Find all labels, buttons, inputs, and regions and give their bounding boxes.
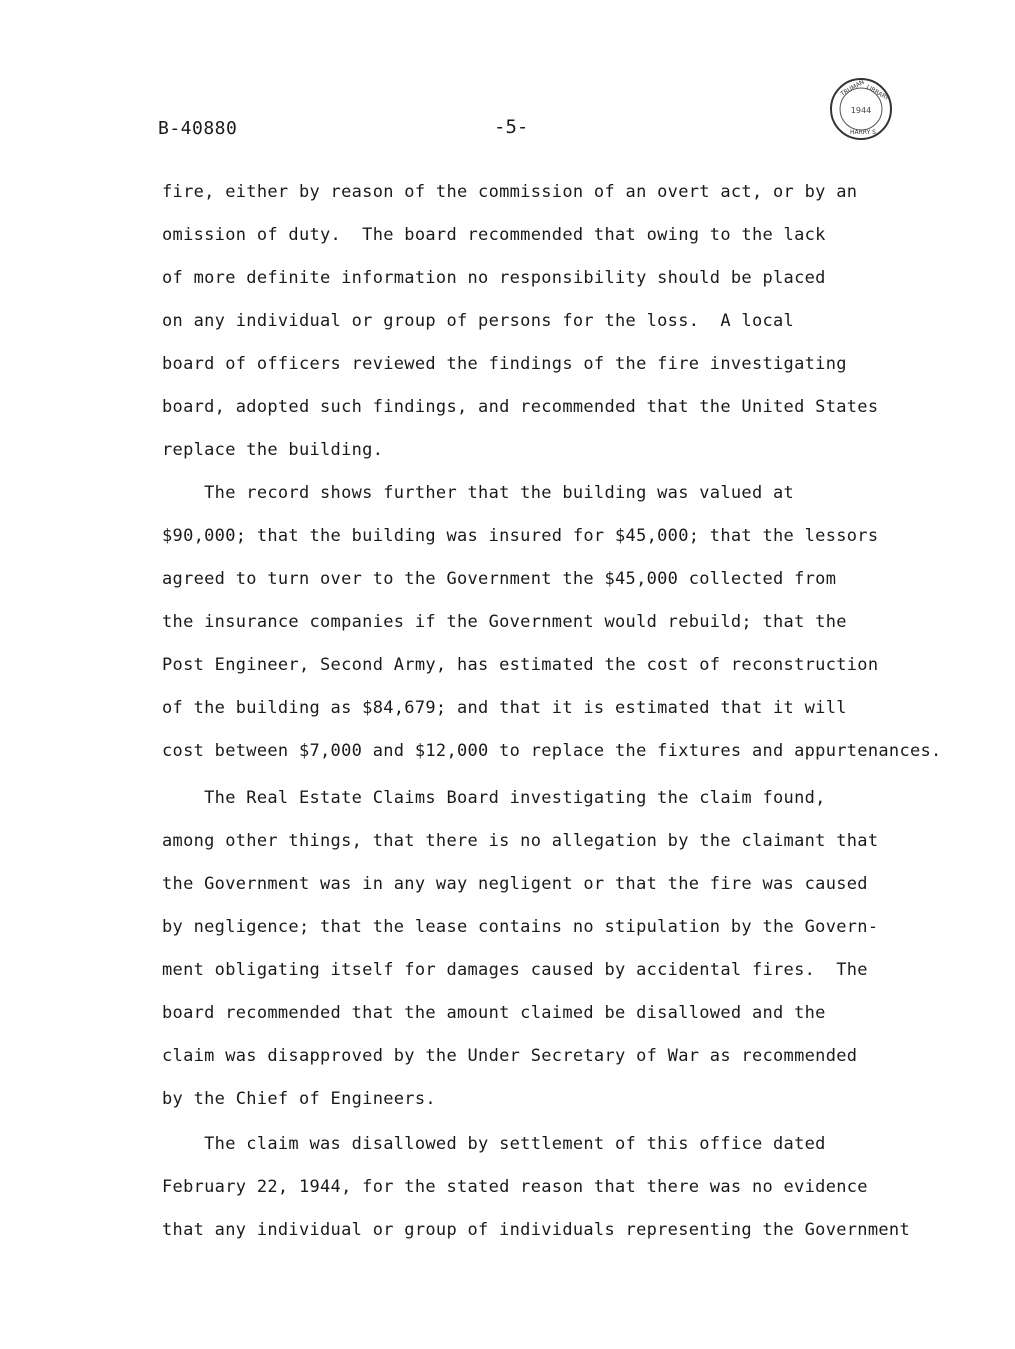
body-line: among other things, that there is no allegation by the claimant that xyxy=(162,831,879,851)
page-number: -5- xyxy=(494,116,529,138)
body-line: agreed to turn over to the Government the $45,000 collected from xyxy=(162,569,837,589)
body-line: claim was disapproved by the Under Secretary of War as recommended xyxy=(162,1046,858,1066)
svg-text:LIBRARY: LIBRARY xyxy=(865,83,890,103)
svg-text:1944: 1944 xyxy=(850,106,872,115)
body-line: omission of duty. The board recommended that owing to the lack xyxy=(162,225,826,245)
body-line: by negligence; that the lease contains no stipulation by the Govern- xyxy=(162,917,879,937)
body-line: replace the building. xyxy=(162,440,384,460)
body-line: Post Engineer, Second Army, has estimated the cost of reconstruction xyxy=(162,655,879,675)
body-line: the Government was in any way negligent or that the fire was caused xyxy=(162,874,868,894)
svg-text:HARRY S.: HARRY S. xyxy=(850,129,878,136)
body-line: of more definite information no responsibility should be placed xyxy=(162,268,826,288)
body-line: on any individual or group of persons for the loss. A local xyxy=(162,311,795,331)
svg-text:TRUMAN: TRUMAN xyxy=(839,78,866,98)
body-line: The Real Estate Claims Board investigating the claim found, xyxy=(162,788,826,808)
body-line: February 22, 1944, for the stated reason that there was no evidence xyxy=(162,1177,868,1197)
body-line: board of officers reviewed the findings of the fire investigating xyxy=(162,354,847,374)
body-line: fire, either by reason of the commission of an overt act, or by an xyxy=(162,182,858,202)
body-line: The claim was disallowed by settlement of this office dated xyxy=(162,1134,826,1154)
body-line: $90,000; that the building was insured for $45,000; that the lessors xyxy=(162,526,879,546)
library-stamp xyxy=(828,76,894,142)
body-line: by the Chief of Engineers. xyxy=(162,1089,436,1109)
body-line: board, adopted such findings, and recommended that the United States xyxy=(162,397,879,417)
body-line: board recommended that the amount claimed be disallowed and the xyxy=(162,1003,826,1023)
document-id: B-40880 xyxy=(158,118,238,139)
body-line: of the building as $84,679; and that it is estimated that it will xyxy=(162,698,847,718)
body-line: that any individual or group of individuals representing the Government xyxy=(162,1220,910,1240)
body-line: ment obligating itself for damages caused by accidental fires. The xyxy=(162,960,868,980)
body-line: The record shows further that the building was valued at xyxy=(162,483,795,503)
body-line: the insurance companies if the Government would rebuild; that the xyxy=(162,612,847,632)
body-line: cost between $7,000 and $12,000 to replace the fixtures and appurtenances. xyxy=(162,741,942,761)
